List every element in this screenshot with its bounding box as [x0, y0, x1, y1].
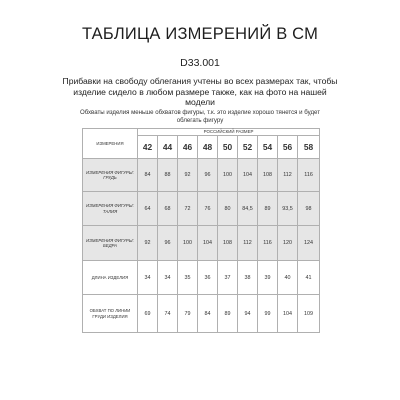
table-cell: 41 [298, 261, 320, 295]
table-cell: 84 [198, 295, 218, 333]
table-cell: 89 [258, 192, 278, 226]
table-cell: 94 [238, 295, 258, 333]
size-header: 58 [298, 136, 320, 159]
table-cell: 99 [258, 295, 278, 333]
table-cell: 104 [278, 295, 298, 333]
size-header: 54 [258, 136, 278, 159]
table-cell: 98 [298, 192, 320, 226]
table-cell: 116 [258, 226, 278, 261]
table-cell: 109 [298, 295, 320, 333]
size-header: 46 [178, 136, 198, 159]
table-cell: 100 [178, 226, 198, 261]
row-label: ИЗМЕРЕНИЯ ФИГУРЫ: ТАЛИЯ [83, 192, 138, 226]
table-cell: 40 [278, 261, 298, 295]
table-cell: 79 [178, 295, 198, 333]
table-cell: 36 [198, 261, 218, 295]
table-cell: 112 [238, 226, 258, 261]
fit-note: Прибавки на свободу облегания учтены во всех размерах так, чтобы изделие сидело в любом размере также, как на фото на нашей модели [62, 76, 338, 108]
table-cell: 34 [158, 261, 178, 295]
table-cell: 84 [138, 159, 158, 192]
size-header: 52 [238, 136, 258, 159]
table-cell: 39 [258, 261, 278, 295]
table-cell: 37 [218, 261, 238, 295]
table-cell: 89 [218, 295, 238, 333]
size-header: 42 [138, 136, 158, 159]
size-header: 44 [158, 136, 178, 159]
table-cell: 64 [138, 192, 158, 226]
table-cell: 104 [238, 159, 258, 192]
table-cell: 72 [178, 192, 198, 226]
table-cell: 68 [158, 192, 178, 226]
table-cell: 93,5 [278, 192, 298, 226]
table-row-waist [83, 192, 320, 226]
size-table [82, 128, 320, 333]
table-cell: 35 [178, 261, 198, 295]
row-label: ИЗМЕРЕНИЯ ФИГУРЫ: БЕДРА [83, 226, 138, 261]
table-row-garment-bust [83, 295, 320, 333]
table-row-hips [83, 226, 320, 261]
size-system-label: РОССИЙСКИЙ РАЗМЕР [138, 129, 320, 136]
table-cell: 88 [158, 159, 178, 192]
row-label: ИЗМЕРЕНИЯ ФИГУРЫ: ГРУДЬ [83, 159, 138, 192]
row-label: ОБХВАТ ПО ЛИНИИ ГРУДИ ИЗДЕЛИЯ [83, 295, 138, 333]
size-system-row [83, 129, 320, 136]
table-cell: 120 [278, 226, 298, 261]
table-cell: 104 [198, 226, 218, 261]
size-header: 56 [278, 136, 298, 159]
product-code: D33.001 [180, 57, 220, 69]
size-header: 48 [198, 136, 218, 159]
row-label: ДЛИНА ИЗДЕЛИЯ [83, 261, 138, 295]
table-cell: 76 [198, 192, 218, 226]
corner-label: ИЗМЕРЕНИЯ [83, 129, 138, 159]
table-cell: 69 [138, 295, 158, 333]
table-row-bust [83, 159, 320, 192]
table-cell: 84,5 [238, 192, 258, 226]
table-cell: 92 [138, 226, 158, 261]
table-cell: 100 [218, 159, 238, 192]
table-cell: 92 [178, 159, 198, 192]
table-cell: 112 [278, 159, 298, 192]
table-row-length [83, 261, 320, 295]
stretch-note: Обхваты изделия меньше обхватов фигуры, т.к. это изделие хорошо тянется и будет облегать фигуру [79, 109, 320, 124]
table-cell: 80 [218, 192, 238, 226]
table-cell: 34 [138, 261, 158, 295]
table-cell: 96 [198, 159, 218, 192]
page-title: ТАБЛИЦА ИЗМЕРЕНИЙ В СМ [81, 25, 319, 43]
table-cell: 108 [218, 226, 238, 261]
size-table-body [83, 129, 320, 333]
size-header: 50 [218, 136, 238, 159]
table-cell: 96 [158, 226, 178, 261]
table-cell: 116 [298, 159, 320, 192]
table-cell: 124 [298, 226, 320, 261]
table-cell: 38 [238, 261, 258, 295]
table-cell: 108 [258, 159, 278, 192]
table-cell: 74 [158, 295, 178, 333]
